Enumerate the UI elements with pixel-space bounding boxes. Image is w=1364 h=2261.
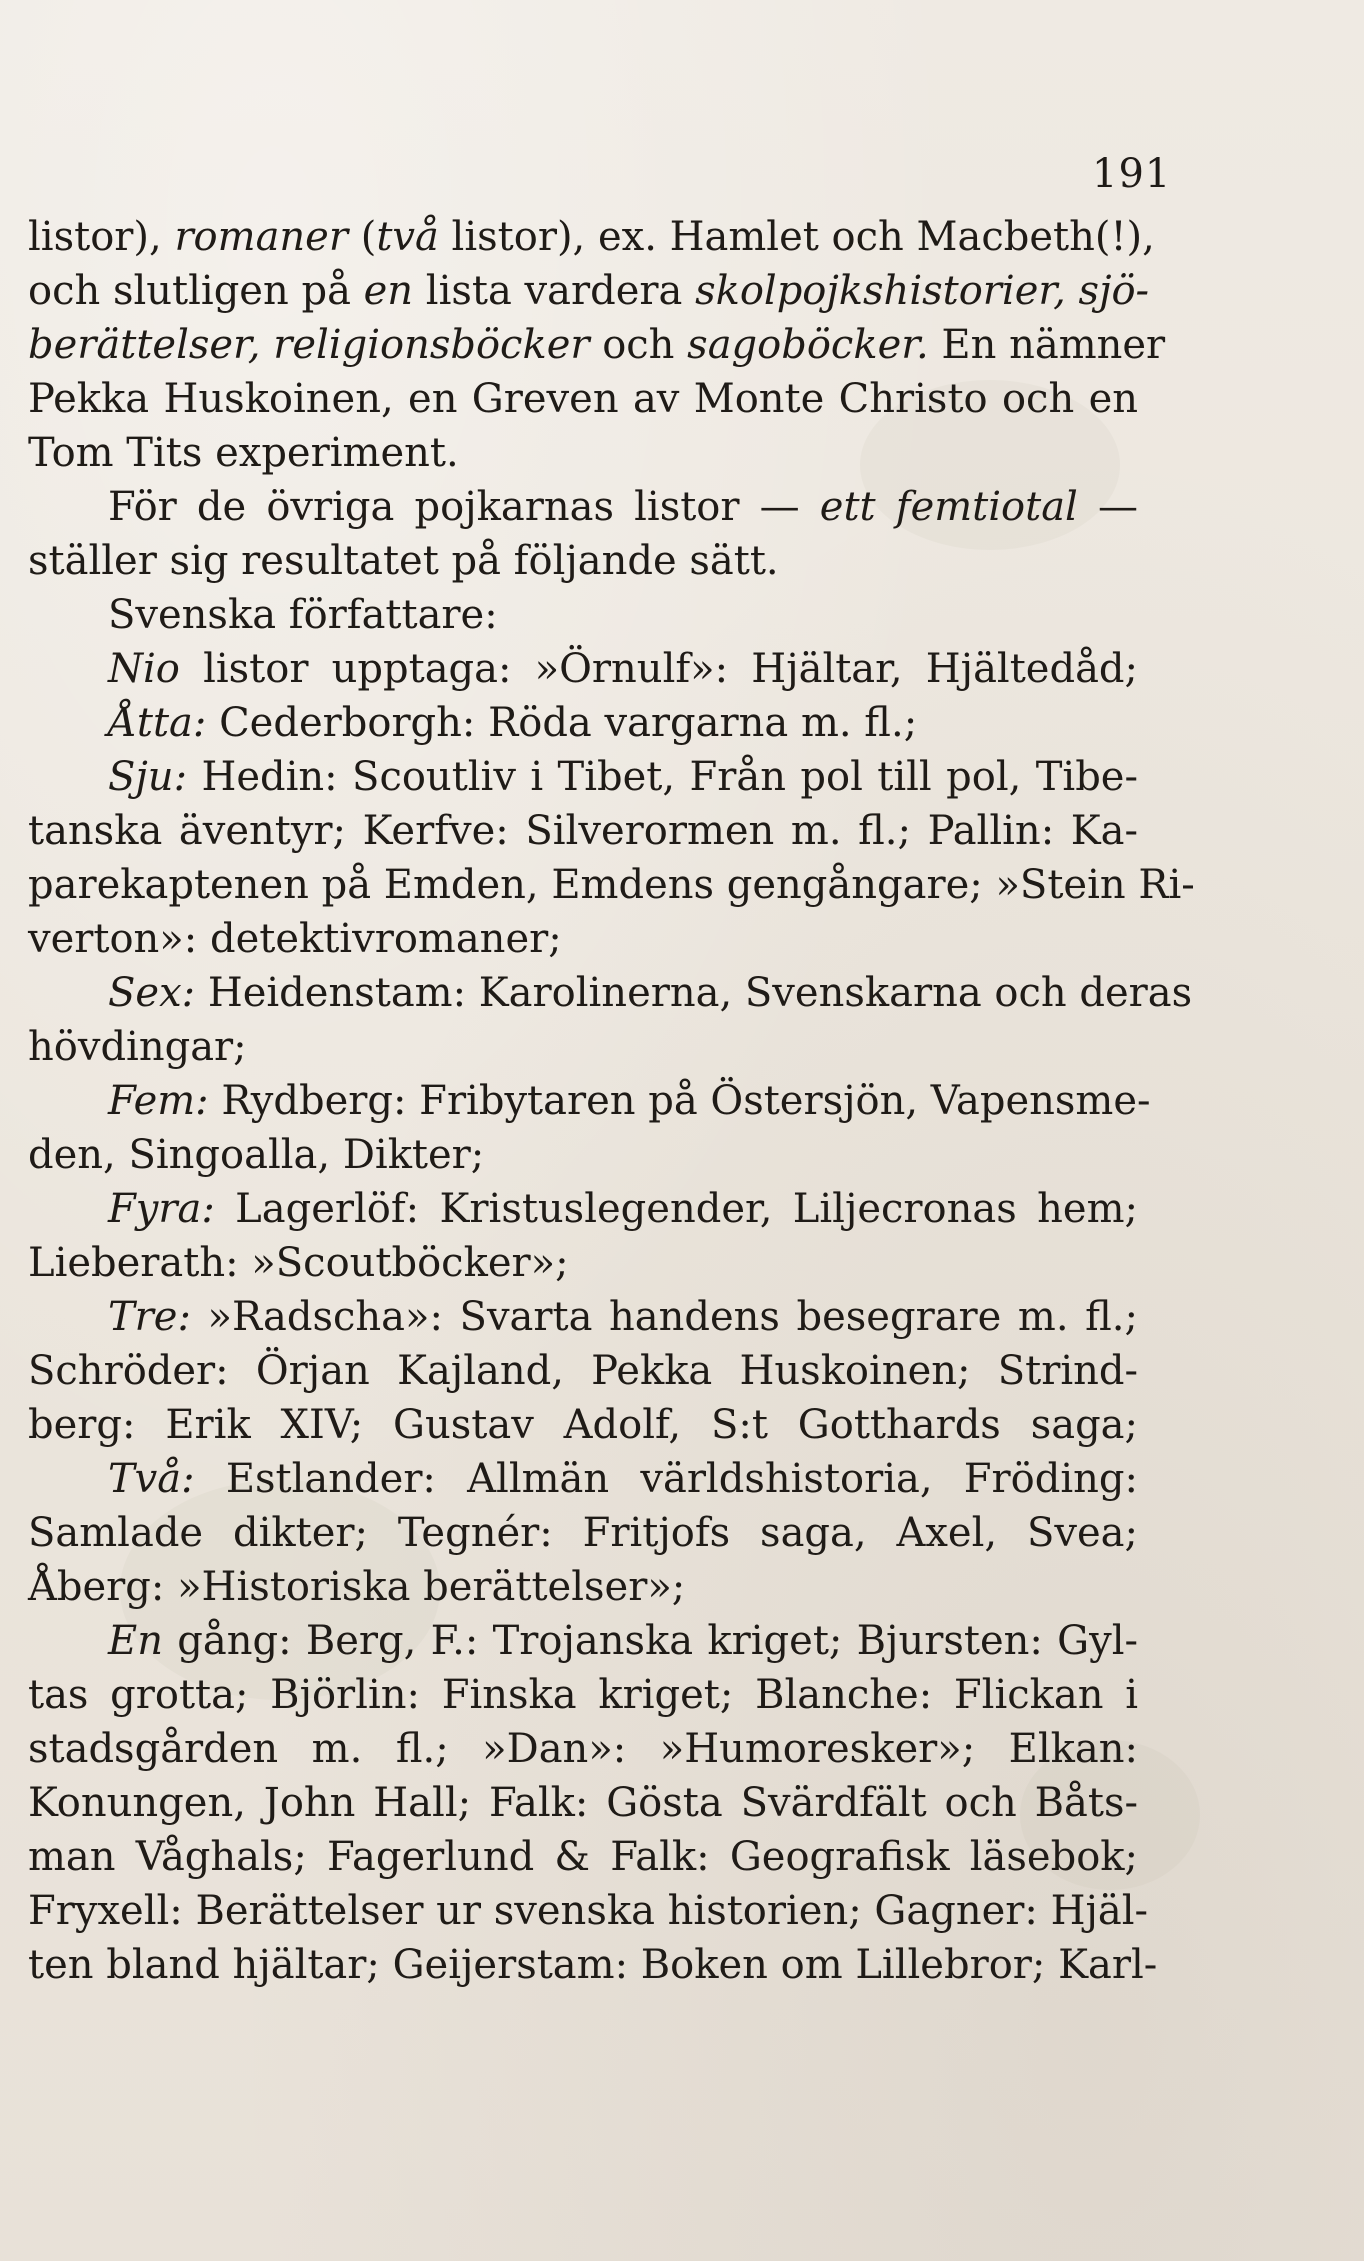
text-line (28, 1452, 1138, 1506)
text-line (28, 1884, 1149, 1938)
text-line (28, 1722, 1138, 1776)
text-line (28, 1128, 1138, 1182)
text-line (28, 696, 1138, 750)
text-segment: Rydberg: Fribytaren på Östersjön, Vapensme- (208, 1078, 1151, 1124)
text-segment: För de övriga pojkarnas listor — (108, 484, 820, 530)
text-segment: tanska äventyr; Kerfve: Silverormen m. fl.; Pallin: Ka- (28, 808, 1138, 854)
text-line (28, 750, 1138, 804)
text-line (28, 588, 1138, 642)
text-segment: Estlander: Allmän världshistoria, Fröding: (194, 1456, 1138, 1502)
italic-text: Fyra: (108, 1186, 215, 1232)
italic-text: Åtta: (108, 700, 207, 746)
text-line (28, 1344, 1138, 1398)
text-segment: Samlade dikter; Tegnér: Fritjofs saga, Axel, Svea; (28, 1510, 1138, 1556)
text-segment: gång: Berg, F.: Trojanska kriget; Bjursten: Gyl- (162, 1618, 1138, 1664)
text-segment: Lagerlöf: Kristuslegender, Liljecronas hem; (214, 1186, 1138, 1232)
text-line (28, 1398, 1138, 1452)
text-line (28, 372, 1138, 426)
italic-text: romaner (174, 214, 348, 260)
text-segment: — (1077, 484, 1138, 530)
text-segment: berg: Erik XIV; Gustav Adolf, S:t Gotthards saga; (28, 1402, 1138, 1448)
italic-text: Två: (108, 1456, 195, 1502)
text-segment: En nämner (928, 322, 1166, 368)
text-segment: och slutligen på (28, 268, 364, 314)
text-line (28, 264, 1150, 318)
text-segment: ten bland hjältar; Geijerstam: Boken om Lillebror; Karl- (28, 1942, 1158, 1988)
text-segment: verton»: detektivromaner; (28, 916, 562, 962)
body-text (28, 210, 1195, 1992)
text-segment: parekaptenen på Emden, Emdens gengångare; »Stein Ri- (28, 862, 1195, 908)
text-segment: Fryxell: Berättelser ur svenska historien; Gagner: Hjäl- (28, 1888, 1149, 1934)
text-segment: Pekka Huskoinen, en Greven av Monte Christo och en (28, 376, 1138, 422)
text-line (28, 210, 1155, 264)
page-number: 191 (1092, 151, 1172, 197)
text-line (28, 1182, 1138, 1236)
text-line (28, 1668, 1138, 1722)
text-segment: Lieberath: »Scoutböcker»; (28, 1240, 569, 1286)
text-segment: »Radscha»: Svarta handens besegrare m. fl.; (190, 1294, 1138, 1340)
text-line (28, 642, 1138, 696)
text-segment: listor), ex. Hamlet och Macbeth(!), (438, 214, 1155, 260)
text-segment: Schröder: Örjan Kajland, Pekka Huskoinen; Strind- (28, 1348, 1138, 1394)
text-line (28, 804, 1138, 858)
text-segment: Hedin: Scoutliv i Tibet, Från pol till pol, Tibe- (187, 754, 1138, 800)
text-line (28, 1290, 1138, 1344)
text-line (28, 1020, 1138, 1074)
text-segment: och (589, 322, 688, 368)
text-line (28, 912, 1138, 966)
text-segment: Heidenstam: Karolinerna, Svenskarna och deras (195, 970, 1193, 1016)
text-segment: den, Singoalla, Dikter; (28, 1132, 485, 1178)
text-segment: ställer sig resultatet på följande sätt. (28, 538, 779, 584)
italic-text: två (376, 214, 439, 260)
italic-text: Tre: (108, 1294, 191, 1340)
text-segment: lista vardera (413, 268, 696, 314)
text-line (28, 1560, 1138, 1614)
text-line (28, 426, 1138, 480)
italic-text: Fem: (108, 1078, 209, 1124)
text-segment: Tom Tits experiment. (28, 430, 459, 476)
text-line (28, 966, 1193, 1020)
text-segment: stadsgården m. fl.; »Dan»: »Humoresker»; Elkan: (28, 1726, 1138, 1772)
text-segment: tas grotta; Björlin: Finska kriget; Blanche: Flickan i (28, 1672, 1138, 1718)
text-line (28, 1830, 1138, 1884)
text-segment: Svenska författare: (108, 592, 498, 638)
text-segment: Cederborgh: Röda vargarna m. fl.; (206, 700, 918, 746)
italic-text: Nio (108, 646, 180, 692)
text-segment: listor), (28, 214, 175, 260)
text-line (28, 1614, 1138, 1668)
italic-text: ett femtiotal (819, 484, 1078, 530)
text-line (28, 1938, 1158, 1992)
text-segment: Konungen, John Hall; Falk: Gösta Svärdfält och Båts- (28, 1780, 1138, 1826)
italic-text: sagoböcker. (687, 322, 929, 368)
text-segment: man Våghals; Fagerlund & Falk: Geografisk läsebok; (28, 1834, 1138, 1880)
text-segment: ( (347, 214, 377, 260)
italic-text: berättelser, religionsböcker (28, 322, 590, 368)
text-segment: listor upptaga: »Örnulf»: Hjältar, Hjältedåd; (179, 646, 1138, 692)
text-line (28, 1506, 1138, 1560)
text-segment: hövdingar; (28, 1024, 247, 1070)
text-line (28, 318, 1166, 372)
text-line (28, 534, 1138, 588)
italic-text: Sju: (108, 754, 188, 800)
italic-text: en (363, 268, 414, 314)
italic-text: skolpojkshistorier, sjö- (695, 268, 1150, 314)
text-segment: Åberg: »Historiska berättelser»; (28, 1564, 686, 1610)
italic-text: Sex: (108, 970, 196, 1016)
italic-text: En (108, 1618, 163, 1664)
text-line (28, 1074, 1151, 1128)
text-line (28, 858, 1195, 912)
text-line (28, 1776, 1138, 1830)
text-line (28, 480, 1138, 534)
text-line (28, 1236, 1138, 1290)
